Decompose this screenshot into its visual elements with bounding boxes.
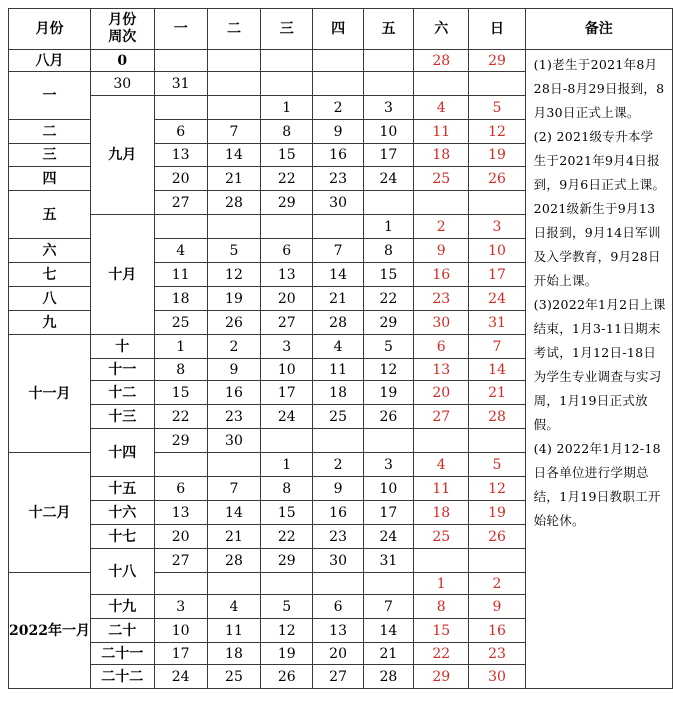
header-row (9, 9, 673, 50)
day-cell-wed: 26 (261, 665, 313, 689)
day-cell-wed: 15 (261, 144, 313, 167)
month-label: 十月 (90, 215, 154, 335)
day-cell-thu (313, 573, 363, 595)
header-day-sun: 日 (469, 9, 525, 50)
day-cell-thu: 21 (313, 287, 363, 311)
week-number: 一 (9, 72, 91, 120)
day-cell-wed: 1 (261, 96, 313, 120)
day-cell-sun: 12 (469, 477, 525, 501)
day-cell-thu: 16 (313, 501, 363, 525)
day-cell-mon: 20 (154, 167, 207, 191)
day-cell-fri: 5 (363, 335, 413, 359)
day-cell-fri: 26 (363, 405, 413, 429)
day-cell-mon: 25 (154, 311, 207, 335)
day-cell-thu: 23 (313, 525, 363, 549)
day-cell-tue: 23 (207, 405, 260, 429)
day-cell-sat: 29 (414, 665, 469, 689)
note-paragraph: (4) 2022年1月12-18日各单位进行学期总结，1月19日教职工开始轮休。 (533, 441, 661, 528)
day-cell-sat: 30 (414, 311, 469, 335)
day-cell-sat: 15 (414, 619, 469, 643)
day-cell-mon (154, 215, 207, 239)
day-cell-sat: 1 (414, 573, 469, 595)
day-cell-tue: 26 (207, 311, 260, 335)
day-cell-wed (261, 215, 313, 239)
day-cell-mon: 3 (154, 595, 207, 619)
week-number: 二十二 (90, 665, 154, 689)
day-cell-fri: 10 (363, 120, 413, 144)
day-cell-tue: 19 (207, 287, 260, 311)
day-cell-mon: 1 (154, 335, 207, 359)
calendar-row (9, 50, 673, 72)
day-cell-tue (207, 573, 260, 595)
day-cell-sun: 21 (469, 381, 525, 405)
header-day-sat: 六 (414, 9, 469, 50)
day-cell-fri: 3 (363, 96, 413, 120)
week-number: 五 (9, 191, 91, 239)
day-cell-sat: 8 (414, 595, 469, 619)
day-cell-fri: 8 (363, 239, 413, 263)
day-cell-mon: 8 (154, 359, 207, 381)
day-cell-tue (207, 215, 260, 239)
day-cell-sun: 2 (469, 573, 525, 595)
day-cell-sun: 14 (469, 359, 525, 381)
day-cell-mon: 29 (154, 429, 207, 453)
day-cell-fri (363, 50, 413, 72)
day-cell-sun: 26 (469, 167, 525, 191)
day-cell-wed: 22 (261, 167, 313, 191)
day-cell-sun: 16 (469, 619, 525, 643)
day-cell-tue: 16 (207, 381, 260, 405)
week-number: 九 (9, 311, 91, 335)
day-cell-sun (414, 72, 469, 96)
header-week (90, 9, 154, 50)
day-cell-fri: 17 (363, 144, 413, 167)
day-cell-thu: 2 (313, 453, 363, 477)
header-day-fri: 五 (363, 9, 413, 50)
week-number: 十二 (90, 381, 154, 405)
day-cell-wed: 12 (261, 619, 313, 643)
day-cell-sat: 2 (414, 215, 469, 239)
day-cell-mon: 27 (154, 191, 207, 215)
day-cell-mon: 15 (154, 381, 207, 405)
week-number: 十六 (90, 501, 154, 525)
day-cell-wed: 8 (261, 477, 313, 501)
week-number: 二十一 (90, 643, 154, 665)
header-notes: 备注 (525, 9, 672, 50)
day-cell-thu: 30 (313, 549, 363, 573)
day-cell-wed: 1 (261, 453, 313, 477)
month-label: 十二月 (9, 453, 91, 573)
week-number: 十一 (90, 359, 154, 381)
day-cell-mon: 22 (154, 405, 207, 429)
day-cell-tue (207, 96, 260, 120)
header-day-tue: 二 (207, 9, 260, 50)
day-cell-sat: 23 (414, 287, 469, 311)
day-cell-thu: 18 (313, 381, 363, 405)
day-cell-mon (154, 50, 207, 72)
day-cell-sun: 19 (469, 501, 525, 525)
day-cell-sun: 30 (469, 665, 525, 689)
day-cell-tue: 14 (207, 144, 260, 167)
month-label: 2022年一月 (9, 573, 91, 689)
day-cell-thu: 27 (313, 665, 363, 689)
week-number: 四 (9, 167, 91, 191)
day-cell-thu: 6 (313, 595, 363, 619)
day-cell-wed (261, 573, 313, 595)
day-cell-wed: 10 (261, 359, 313, 381)
day-cell-sun: 31 (469, 311, 525, 335)
day-cell-mon: 18 (154, 287, 207, 311)
day-cell-tue: 21 (207, 525, 260, 549)
day-cell-sun: 7 (469, 335, 525, 359)
day-cell-wed (207, 72, 260, 96)
day-cell-fri: 3 (363, 453, 413, 477)
day-cell-sun: 5 (469, 453, 525, 477)
day-cell-fri (313, 72, 363, 96)
day-cell-tue: 12 (207, 263, 260, 287)
day-cell-tue: 25 (207, 665, 260, 689)
day-cell-sat: 28 (414, 50, 469, 72)
day-cell-mon: 20 (154, 525, 207, 549)
week-number: 七 (9, 263, 91, 287)
day-cell-mon: 6 (154, 477, 207, 501)
day-cell-fri: 24 (363, 167, 413, 191)
day-cell-thu (313, 429, 363, 453)
day-cell-tue: 11 (207, 619, 260, 643)
day-cell-mon: 13 (154, 501, 207, 525)
day-cell-thu: 30 (313, 191, 363, 215)
day-cell-mon (154, 96, 207, 120)
day-cell-mon: 13 (154, 144, 207, 167)
day-cell-sat: 4 (414, 453, 469, 477)
notes-cell (525, 50, 672, 689)
week-number: 二 (9, 120, 91, 144)
day-cell-mon: 4 (154, 239, 207, 263)
week-number: 三 (9, 144, 91, 167)
day-cell-sun: 3 (469, 215, 525, 239)
header-week-line1: 月份 (108, 12, 137, 28)
week-number: 0 (90, 50, 154, 72)
day-cell-sun: 26 (469, 525, 525, 549)
day-cell-fri: 10 (363, 477, 413, 501)
day-cell-sun: 9 (469, 595, 525, 619)
day-cell-tue: 14 (207, 501, 260, 525)
day-cell-sun: 10 (469, 239, 525, 263)
day-cell-fri: 12 (363, 359, 413, 381)
day-cell-fri: 15 (363, 263, 413, 287)
day-cell-sat: 9 (414, 239, 469, 263)
day-cell-sun: 29 (469, 50, 525, 72)
day-cell-sun (469, 549, 525, 573)
day-cell-sun: 17 (469, 263, 525, 287)
day-cell-fri (363, 573, 413, 595)
month-label: 八月 (9, 50, 91, 72)
week-number: 十九 (90, 595, 154, 619)
day-cell-fri: 28 (363, 665, 413, 689)
day-cell-mon: 11 (154, 263, 207, 287)
day-cell-sat: 11 (414, 120, 469, 144)
day-cell-thu: 20 (313, 643, 363, 665)
header-month: 月份 (9, 9, 91, 50)
day-cell-sun (469, 429, 525, 453)
day-cell-fri: 14 (363, 619, 413, 643)
day-cell-wed: 20 (261, 287, 313, 311)
week-number: 十八 (90, 549, 154, 595)
day-cell-fri: 31 (363, 549, 413, 573)
day-cell-wed: 15 (261, 501, 313, 525)
day-cell-mon: 17 (154, 643, 207, 665)
day-cell-tue: 28 (207, 549, 260, 573)
day-cell-sat: 20 (414, 381, 469, 405)
day-cell-mon: 6 (154, 120, 207, 144)
day-cell-sat (414, 429, 469, 453)
day-cell-tue: 21 (207, 167, 260, 191)
day-cell-mon (154, 453, 207, 477)
day-cell-mon (154, 573, 207, 595)
note-paragraph: (2) 2021级专升本学生于2021年9月4日报到，9月6日正式上课。2021级新生于9月13日报到，9月14日军训及入学教育，9月28日开始上课。 (533, 129, 666, 288)
day-cell-wed: 8 (261, 120, 313, 144)
day-cell-thu: 4 (313, 335, 363, 359)
day-cell-mon: 10 (154, 619, 207, 643)
day-cell-sat: 27 (414, 405, 469, 429)
day-cell-tue: 31 (154, 72, 207, 96)
day-cell-tue: 30 (207, 429, 260, 453)
day-cell-sun (469, 191, 525, 215)
month-label: 九月 (90, 96, 154, 215)
day-cell-sun: 19 (469, 144, 525, 167)
month-label: 十一月 (9, 335, 91, 453)
day-cell-sun: 23 (469, 643, 525, 665)
day-cell-tue: 7 (207, 120, 260, 144)
day-cell-thu: 25 (313, 405, 363, 429)
day-cell-fri (363, 191, 413, 215)
day-cell-thu: 9 (313, 477, 363, 501)
day-cell-mon: 27 (154, 549, 207, 573)
day-cell-tue: 5 (207, 239, 260, 263)
day-cell-thu: 2 (313, 96, 363, 120)
week-number: 二十 (90, 619, 154, 643)
day-cell-wed: 29 (261, 549, 313, 573)
week-number: 十三 (90, 405, 154, 429)
day-cell-fri: 29 (363, 311, 413, 335)
day-cell-thu: 7 (313, 239, 363, 263)
day-cell-sun: 28 (469, 405, 525, 429)
day-cell-fri (363, 429, 413, 453)
day-cell-tue: 9 (207, 359, 260, 381)
day-cell-tue: 4 (207, 595, 260, 619)
day-cell-sat: 6 (414, 335, 469, 359)
day-cell-sun: 24 (469, 287, 525, 311)
header-day-wed: 三 (261, 9, 313, 50)
day-cell-tue: 7 (207, 477, 260, 501)
day-cell-thu: 14 (313, 263, 363, 287)
day-cell-sat: 18 (414, 501, 469, 525)
day-cell-sun: 12 (469, 120, 525, 144)
week-number: 十四 (90, 429, 154, 477)
day-cell-sat: 25 (414, 525, 469, 549)
day-cell-fri: 21 (363, 643, 413, 665)
day-cell-sat (414, 191, 469, 215)
day-cell-wed: 19 (261, 643, 313, 665)
header-day-mon: 一 (154, 9, 207, 50)
header-week-line2: 周次 (108, 29, 137, 45)
day-cell-tue (207, 453, 260, 477)
day-cell-wed: 24 (261, 405, 313, 429)
note-paragraph: (1)老生于2021年8月28日-8月29日报到，8月30日正式上课。 (533, 57, 665, 120)
day-cell-thu: 13 (313, 619, 363, 643)
day-cell-sat: 4 (414, 96, 469, 120)
header-day-thu: 四 (313, 9, 363, 50)
day-cell-wed: 3 (261, 335, 313, 359)
day-cell-tue: 18 (207, 643, 260, 665)
day-cell-wed (261, 50, 313, 72)
day-cell-thu: 16 (313, 144, 363, 167)
day-cell-wed: 17 (261, 381, 313, 405)
day-cell-fri: 22 (363, 287, 413, 311)
day-cell-thu (261, 72, 313, 96)
day-cell-wed (261, 429, 313, 453)
week-number: 八 (9, 287, 91, 311)
day-cell-thu: 9 (313, 120, 363, 144)
day-cell-mon: 30 (90, 72, 154, 96)
day-cell-sat: 16 (414, 263, 469, 287)
day-cell-sat: 22 (414, 643, 469, 665)
day-cell-wed: 22 (261, 525, 313, 549)
day-cell-sat: 18 (414, 144, 469, 167)
calendar-body (9, 9, 673, 689)
day-cell-sat: 25 (414, 167, 469, 191)
day-cell-thu: 23 (313, 167, 363, 191)
day-cell-tue (207, 50, 260, 72)
day-cell-thu: 28 (313, 311, 363, 335)
day-cell-wed: 13 (261, 263, 313, 287)
week-number: 十七 (90, 525, 154, 549)
day-cell-thu: 11 (313, 359, 363, 381)
day-cell-sat: 13 (414, 359, 469, 381)
school-calendar-table (8, 8, 673, 689)
day-cell-sat: 11 (414, 477, 469, 501)
day-cell-sat (363, 72, 413, 96)
day-cell-wed: 29 (261, 191, 313, 215)
week-number: 六 (9, 239, 91, 263)
day-cell-thu (313, 215, 363, 239)
day-cell-fri: 1 (363, 215, 413, 239)
day-cell-fri: 7 (363, 595, 413, 619)
day-cell-fri: 19 (363, 381, 413, 405)
day-cell-tue: 2 (207, 335, 260, 359)
day-cell-wed: 27 (261, 311, 313, 335)
day-cell-thu (313, 50, 363, 72)
day-cell-wed: 6 (261, 239, 313, 263)
week-number: 十五 (90, 477, 154, 501)
day-cell-mon: 24 (154, 665, 207, 689)
week-number: 十 (90, 335, 154, 359)
day-cell-fri: 17 (363, 501, 413, 525)
day-cell-fri: 24 (363, 525, 413, 549)
day-cell-tue: 28 (207, 191, 260, 215)
day-cell-sun: 5 (469, 96, 525, 120)
note-paragraph: (3)2022年1月2日上课结束，1月3-11日期末考试，1月12日-18日为学生专业调查与实习周，1月19日正式放假。 (533, 297, 666, 432)
day-cell-sat (414, 549, 469, 573)
day-cell-wed: 5 (261, 595, 313, 619)
